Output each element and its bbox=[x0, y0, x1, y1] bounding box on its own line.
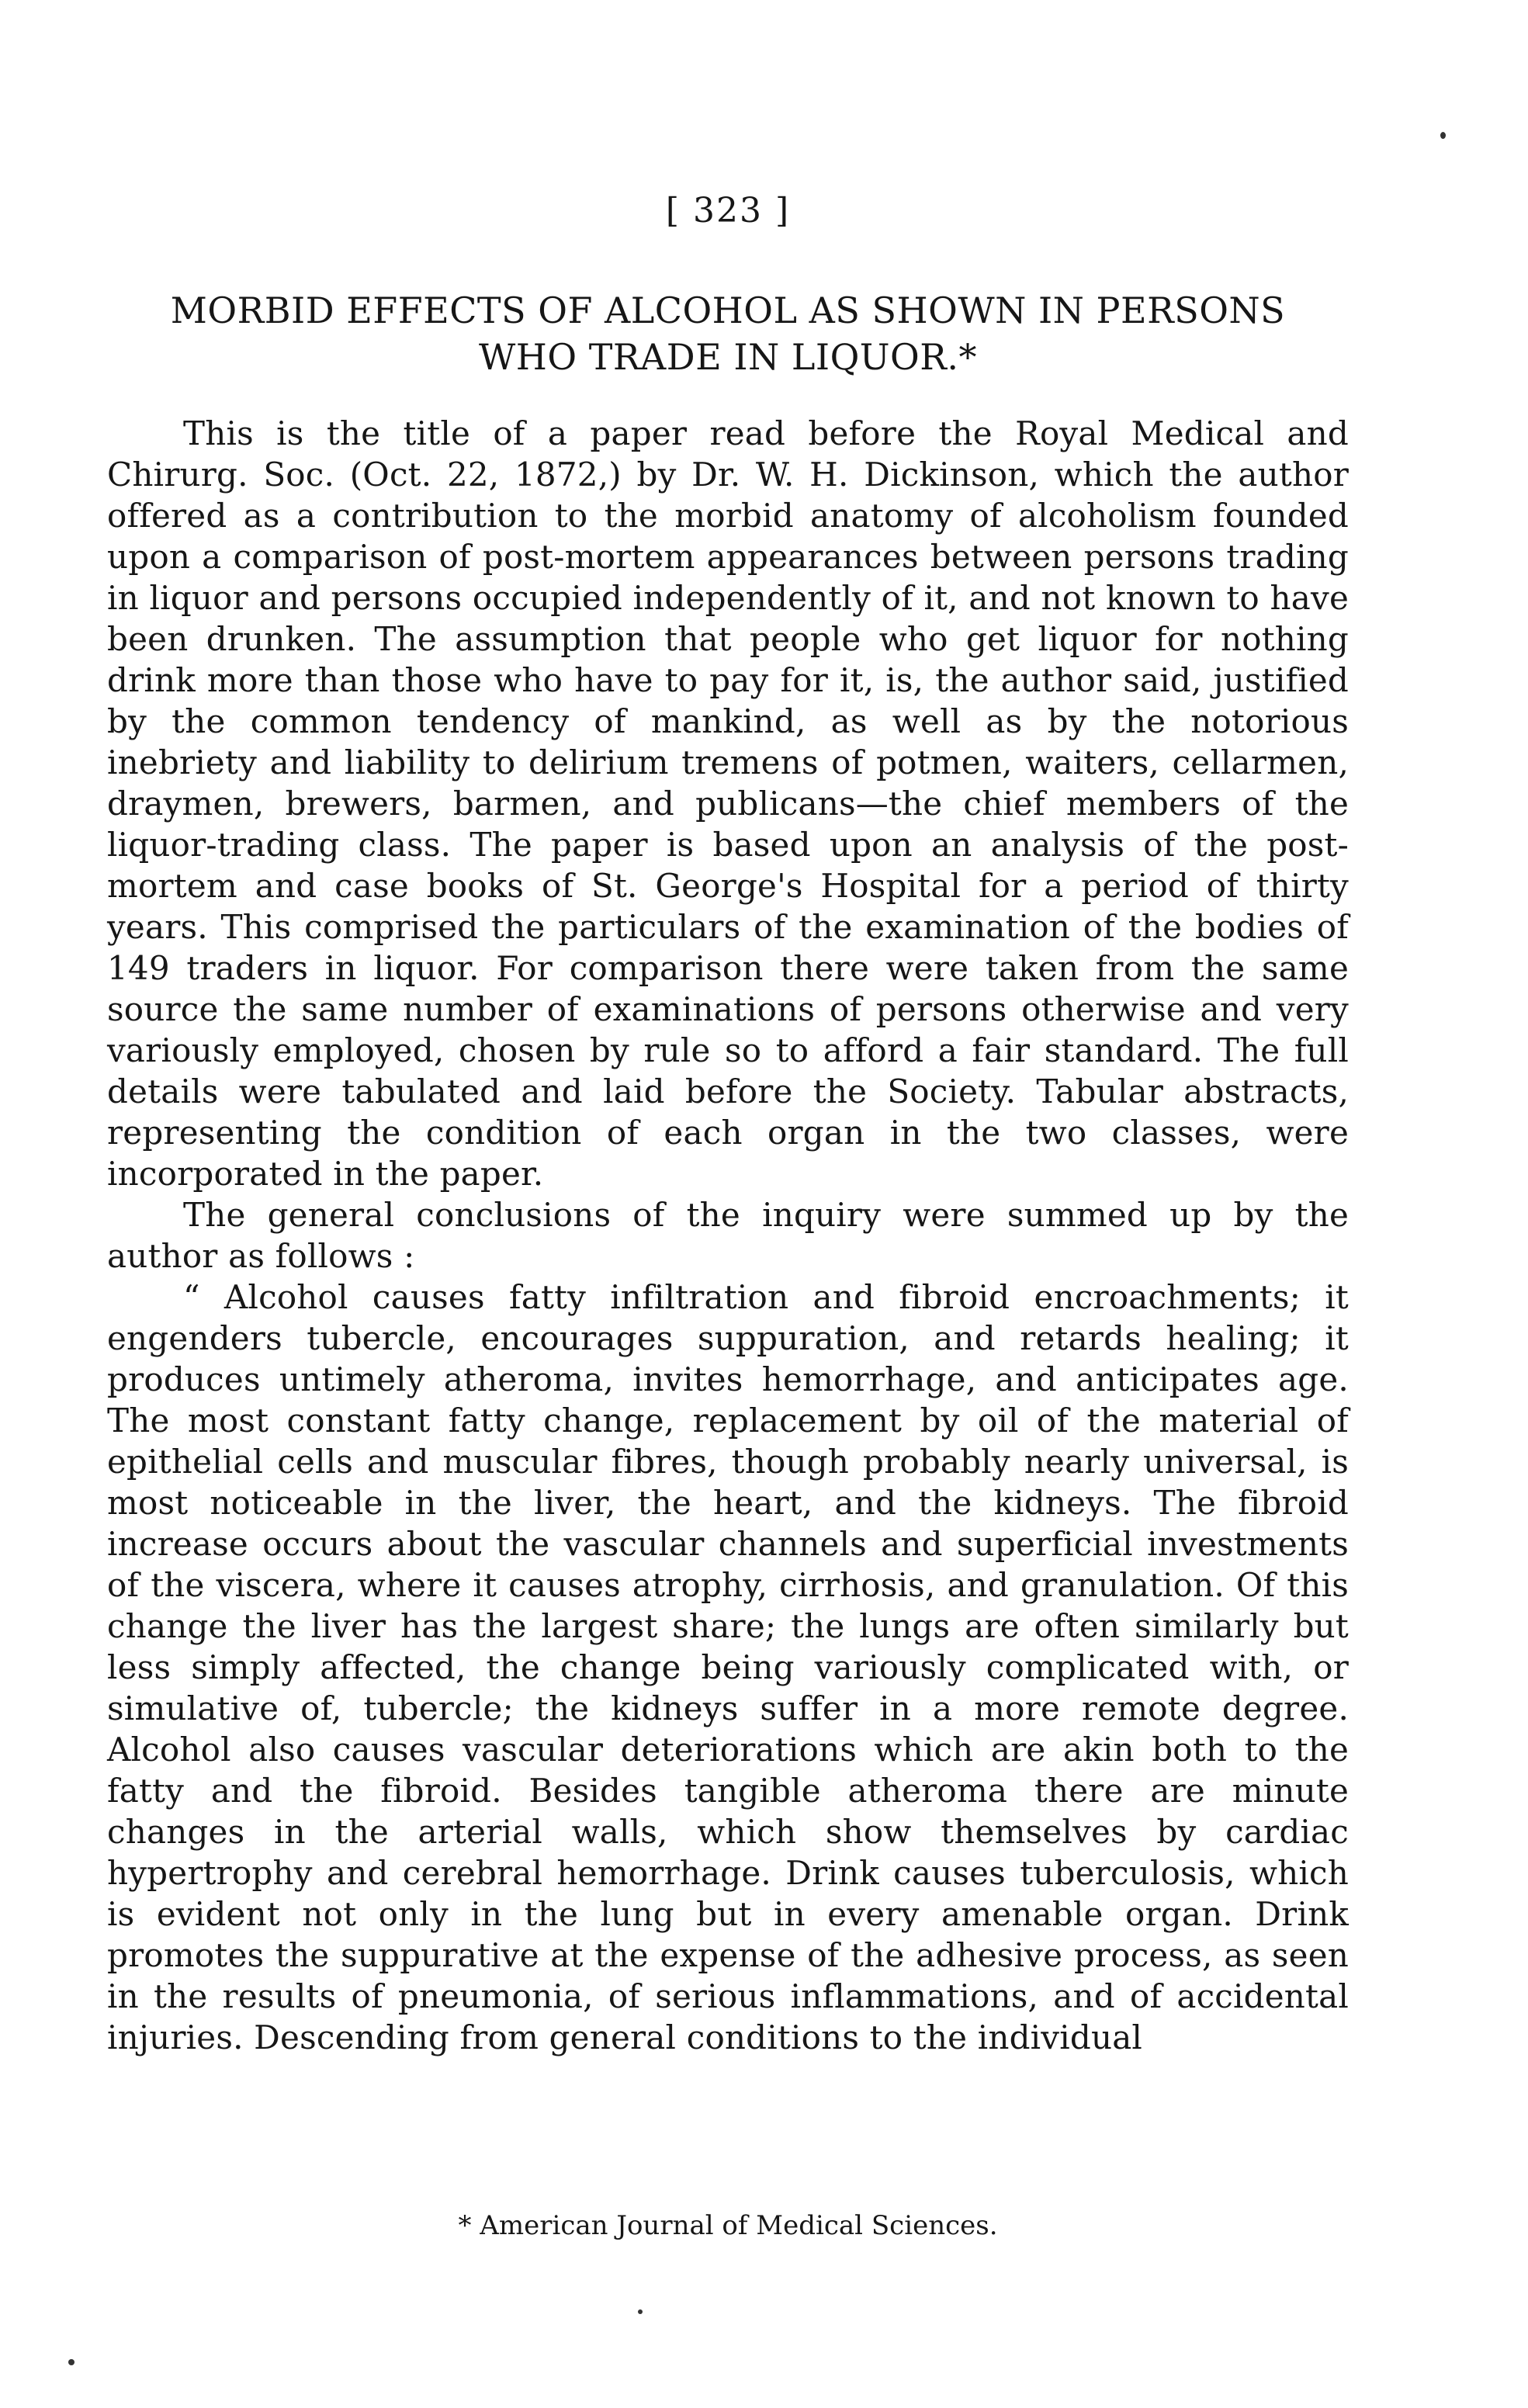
paragraph-intro: This is the title of a paper read before the Royal Medical and Chirurg. Soc. (Oct. 22, 1872,) by Dr. W. H. Dickinson, which the author offered as a contribution to the morbid anatomy of alcoholism founded upon a comparison of post-mortem appearances between persons trading in liquor and persons occupied independently of it, and not known to have been drunken. The assumption that people who get liquor for nothing drink more than those who have to pay for it, is, the author said, justified by the common tendency of mankind, as well as by the notorious inebriety and liability to delirium tremens of potmen, waiters, cellarmen, draymen, brewers, barmen, and publicans—the chief members of the liquor-trading class. The paper is based upon an analysis of the post-mortem and case books of St. George's Hospital for a period of thirty years. This comprised the particulars of the examination of the bodies of 149 traders in liquor. For comparison there were taken from the same source the same number of examinations of persons otherwise and very variously employed, chosen by rule so to afford a fair standard. The full details were tabulated and laid before the Society. Tabular abstracts, representing the condition of each organ in the two classes, were incorporated in the paper. bbox=[107, 414, 1349, 1193]
scan-speck bbox=[68, 2359, 74, 2365]
article-title-line-1: MORBID EFFECTS OF ALCOHOL AS SHOWN IN PERSONS bbox=[170, 289, 1286, 331]
scan-speck bbox=[1440, 132, 1446, 139]
document-page bbox=[107, 0, 1349, 2408]
page-number: [ 323 ] bbox=[665, 191, 791, 230]
article-title-line-2: WHO TRADE IN LIQUOR.* bbox=[478, 336, 978, 378]
paragraph-quotation: “ Alcohol causes fatty infiltration and fibroid encroachments; it engenders tubercle, encourages suppuration, and retards healing; it produces untimely atheroma, invites hemorrhage, and anticipates age. The most constant fatty change, replacement by oil of the material of epithelial cells and muscular fibres, though probably nearly universal, is most noticeable in the liver, the heart, and the kidneys. The fibroid increase occurs about the vascular channels and superficial investments of the viscera, where it causes atrophy, cirrhosis, and granulation. Of this change the liver has the largest share; the lungs are often similarly but less simply affected, the change being variously complicated with, or simulative of, tubercle; the kidneys suffer in a more remote degree. Alcohol also causes vascular deteriorations which are akin both to the fatty and the fibroid. Besides tangible atheroma there are minute changes in the arterial walls, which show themselves by cardiac hypertrophy and cerebral hemorrhage. Drink causes tuberculosis, which is evident not only in the lung but in every amenable organ. Drink promotes the suppurative at the expense of the adhesive process, as seen in the results of pneumonia, of serious inflammations, and of accidental injuries. Descending from general conditions to the individual bbox=[107, 1278, 1349, 2056]
scan-speck bbox=[638, 2309, 643, 2314]
article-title bbox=[107, 287, 1349, 380]
footnote: * American Journal of Medical Sciences. bbox=[458, 2210, 998, 2241]
article-body bbox=[107, 413, 1349, 2058]
paragraph-conclusions-lead: The general conclusions of the inquiry were summed up by the author as follows : bbox=[107, 1196, 1349, 1275]
